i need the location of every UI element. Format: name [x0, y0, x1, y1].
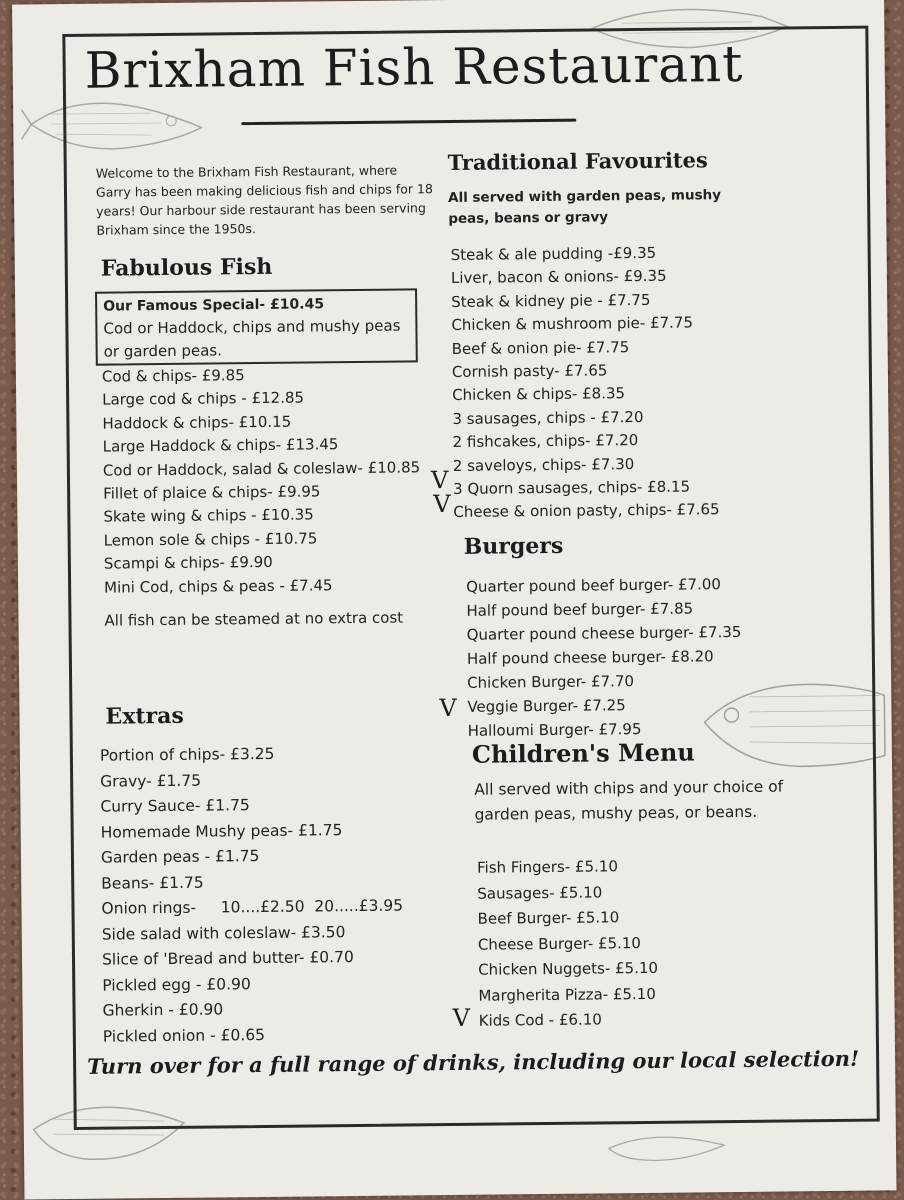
list-item: Skate wing & chips - £10.35 [103, 505, 314, 527]
burgers-list [466, 572, 743, 743]
list-item: Gravy- £1.75 [100, 771, 202, 791]
list-item: Liver, bacon & onions- £9.35 [450, 267, 667, 288]
list-item: Onion rings- 10....£2.50 20.....£3.95 [101, 896, 404, 918]
list-item: Quarter pound beef burger- £7.00 [466, 575, 721, 596]
childrens-items-list [477, 854, 659, 1034]
list-item: Fillet of plaice & chips- £9.95 [103, 482, 321, 503]
list-item: Beans- £1.75 [101, 873, 204, 893]
list-item: Curry Sauce- £1.75 [100, 796, 250, 816]
traditional-favourites-heading: Traditional Favourites [447, 147, 708, 176]
list-item: 2 fishcakes, chips- £7.20 [452, 431, 639, 452]
footer-drinks-note: Turn over for a full range of drinks, including our local selection! [87, 1045, 860, 1079]
list-item: Steak & ale pudding -£9.35 [450, 243, 657, 264]
list-item: Pickled onion - £0.65 [102, 1025, 266, 1046]
list-item: Large cod & chips - £12.85 [102, 388, 305, 410]
restaurant-title: Brixham Fish Restaurant [84, 34, 744, 100]
list-item: 2 saveloys, chips- £7.30 [452, 454, 635, 475]
list-item: Beef Burger- £5.10 [477, 908, 620, 928]
list-item: Scampi & chips- £9.90 [103, 553, 273, 573]
list-item: Quarter pound cheese burger- £7.35 [466, 622, 742, 644]
handwritten-check-mark: V [433, 490, 451, 519]
handwritten-check-mark: V [452, 1003, 471, 1033]
list-item: Halloumi Burger- £7.95 [467, 720, 642, 740]
list-item: Veggie Burger- £7.25 [467, 696, 626, 716]
traditional-subheading: All served with garden peas, mushy peas, beans or gravy [447, 187, 722, 228]
list-item: Margherita Pizza- £5.10 [478, 984, 656, 1005]
list-item: Beef & onion pie- £7.75 [451, 337, 630, 358]
list-item: Haddock & chips- £10.15 [102, 412, 292, 433]
list-item: Pickled egg - £0.90 [102, 974, 251, 995]
list-item: Lemon sole & chips - £10.75 [103, 529, 318, 550]
handwritten-check-mark: V [439, 693, 457, 723]
childrens-menu-heading: Children's Menu [471, 737, 695, 769]
list-item: Steak & kidney pie - £7.75 [451, 290, 651, 311]
special-title: Our Famous Special- £10.45 [103, 296, 325, 315]
list-item: Fish Fingers- £5.10 [476, 857, 619, 877]
list-item: Cod & chips- £9.85 [101, 366, 245, 386]
list-item: Kids Cod - £6.10 [478, 1010, 602, 1030]
list-item: Half pound beef burger- £7.85 [466, 599, 694, 620]
list-item: Homemade Mushy peas- £1.75 [100, 820, 343, 842]
list-item: Chicken & chips- £8.35 [452, 384, 626, 405]
list-item: Portion of chips- £3.25 [99, 744, 275, 765]
list-item: Cheese Burger- £5.10 [477, 933, 642, 954]
list-item: Garden peas - £1.75 [100, 847, 260, 867]
list-item: Mini Cod, chips & peas - £7.45 [104, 575, 333, 597]
famous-special-box [95, 288, 418, 365]
special-description: Cod or Haddock, chips and mushy peas or garden peas. [103, 316, 401, 361]
list-item: Large Haddock & chips- £13.45 [102, 435, 339, 456]
fish-illustration-bottom [604, 1127, 734, 1168]
childrens-menu-intro: All served with chips and your choice of garden peas, mushy peas, or beans. [474, 777, 784, 824]
list-item: 3 Quorn sausages, chips- £8.15 [453, 477, 691, 499]
steamed-fish-note: All fish can be steamed at no extra cost [104, 608, 404, 630]
list-item: Chicken & mushroom pie- £7.75 [451, 313, 694, 335]
list-item: Cheese & onion pasty, chips- £7.65 [453, 500, 720, 522]
fish-items-list [102, 362, 422, 599]
list-item: Gherkin - £0.90 [102, 1000, 224, 1020]
list-item: Cornish pasty- £7.65 [451, 361, 608, 382]
list-item: Chicken Burger- £7.70 [467, 672, 635, 692]
menu-sheet [12, 0, 896, 1200]
handwritten-check-mark: V [430, 466, 449, 495]
fabulous-fish-heading: Fabulous Fish [100, 253, 273, 282]
list-item: Cod or Haddock, salad & coleslaw- £10.85 [102, 457, 421, 480]
burgers-heading: Burgers [463, 532, 564, 560]
list-item: Chicken Nuggets- £5.10 [478, 958, 659, 979]
list-item: 3 sausages, chips - £7.20 [452, 407, 644, 428]
intro-text: Welcome to the Brixham Fish Restaurant, where Garry has been making delicious fish and chips for 18 years! Our harbour side restaurant has been serving Brixham since the 1950s. [95, 162, 433, 238]
extras-heading: Extras [105, 702, 184, 730]
traditional-items-list [451, 241, 720, 525]
list-item: Half pound cheese burger- £8.20 [466, 647, 714, 668]
list-item: Side salad with coleslaw- £3.50 [101, 922, 346, 944]
extras-list [100, 741, 405, 1050]
list-item: Sausages- £5.10 [477, 882, 603, 903]
list-item: Slice of 'Bread and butter- £0.70 [101, 948, 354, 969]
